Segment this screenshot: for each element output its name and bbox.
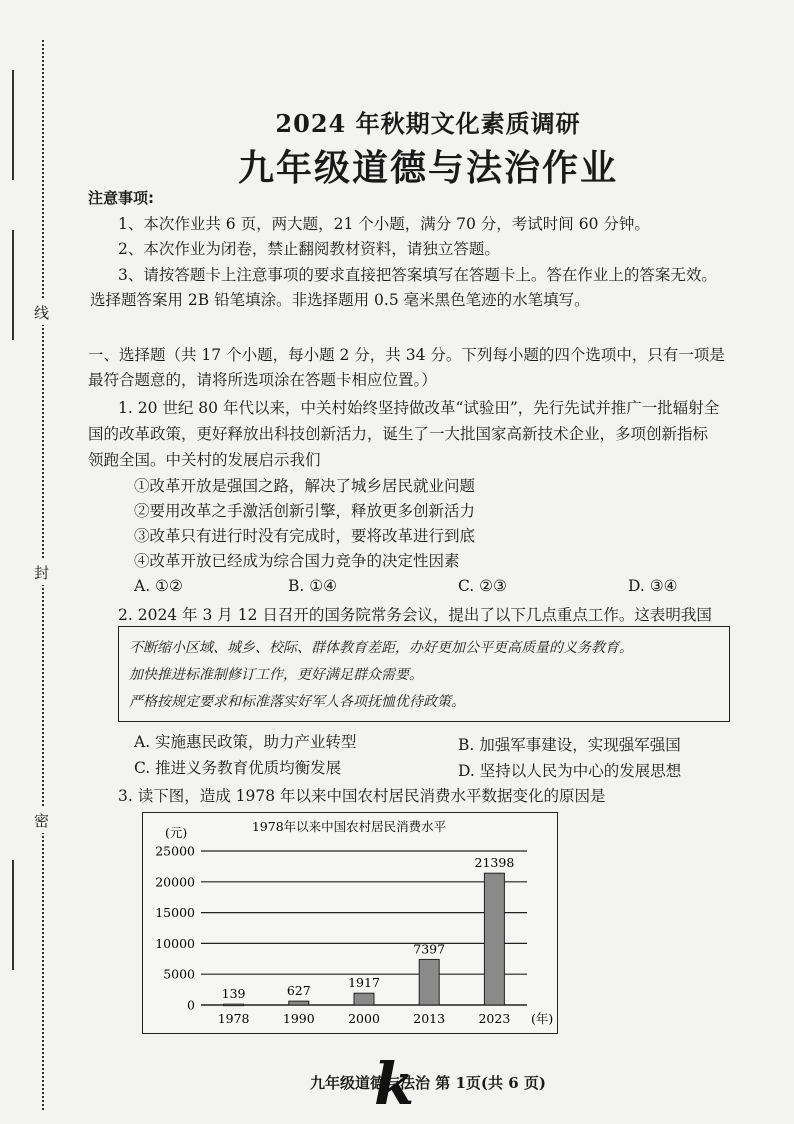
binding-margin [0,0,70,1124]
section-heading-cont: 最符合题意的，请将所选项涂在答题卡相应位置。） [88,371,437,389]
q1-statement: ②要用改革之手激活创新引擎，释放更多创新活力 [134,502,476,520]
note-item: 选择题答案用 2B 铅笔填涂。非选择题用 0.5 毫米黑色笔迹的水笔填写。 [90,291,590,309]
q2-option-b: B. 加强军事建设，实现强军强国 [458,736,681,754]
q1-statement: ①改革开放是强国之路，解决了城乡居民就业问题 [134,477,476,495]
y-tick-label: 10000 [155,935,195,951]
q1-statement: ③改革只有进行时没有完成时，要将改革进行到底 [134,527,476,545]
q1-option-b: B. ①④ [288,577,338,595]
exam-title: 2024 年秋期文化素质调研 [275,109,581,138]
y-tick-label: 20000 [155,874,195,890]
chart-svg [143,813,557,1033]
q2-option-a: A. 实施惠民政策，助力产业转型 [134,733,357,751]
chart-bar [289,1001,309,1005]
x-tick-label: 2013 [413,1011,446,1026]
x-tick-label: 1978 [217,1011,250,1026]
y-tick-label: 25000 [155,843,195,859]
section-heading: 一、选择题（共 17 个小题，每小题 2 分，共 34 分。下列每小题的四个选项中，只有一项是 [88,346,725,364]
school-write-line [12,860,14,970]
bar-value-label: 7397 [413,941,446,957]
chart-bar [419,959,439,1005]
bar-value-label: 1917 [348,975,380,991]
consumption-bar-chart [142,812,558,1034]
y-axis-label: (元) [165,825,188,840]
chart-title: 1978年以来中国农村居民消费水平 [251,819,447,834]
y-tick-label: 0 [187,997,195,1013]
q1-option-c: C. ②③ [458,577,507,595]
binding-char-feng: 封 [34,560,49,585]
chart-bar [484,873,504,1005]
y-tick-label: 15000 [155,905,195,921]
bar-value-label: 627 [286,983,311,999]
bar-value-label: 21398 [474,855,515,871]
y-tick-label: 5000 [163,966,195,982]
bar-value-label: 139 [221,986,246,1002]
note-item: 2、本次作业为闭卷，禁止翻阅教材资料，请独立答题。 [118,240,500,258]
note-item: 3、请按答题卡上注意事项的要求直接把答案填写在答题卡上。答在作业上的答案无效。 [118,266,717,284]
binding-char-xian: 线 [34,300,49,325]
q1-option-d: D. ③④ [628,577,678,595]
q2-stem: 2. 2024 年 3 月 12 日召开的国务院常务会议，提出了以下几点重点工作。这表明我国 [118,606,712,624]
q1-stem: 领跑全国。中关村的发展启示我们 [88,451,321,469]
name-write-line [12,70,14,180]
binding-char-mi: 密 [34,808,49,833]
chart-bar [354,993,374,1005]
class-write-line [12,230,14,340]
x-tick-label: 2023 [478,1011,511,1026]
x-tick-label: 1990 [282,1011,315,1026]
x-axis-unit-label: (年) [531,1011,554,1026]
note-item: 1、本次作业共 6 页，两大题，21 个小题，满分 70 分，考试时间 60 分钟。 [118,215,650,233]
page-footer: 九年级道德与法治 第 1页(共 6 页) [310,1074,546,1092]
q2-info-box [118,626,730,722]
q1-stem: 国的改革政策，更好释放出科技创新活力，诞生了一大批国家高新技术企业，多项创新指标 [88,425,709,443]
q2-option-d: D. 坚持以人民为中心的发展思想 [458,762,682,780]
q1-stem: 1. 20 世纪 80 年代以来，中关村始终坚持做改革“试验田”，先行先试并推广一批辐射全 [118,399,720,417]
subject-title: 九年级道德与法治作业 [237,147,618,189]
q1-statement: ④改革开放已经成为综合国力竞争的决定性因素 [134,552,460,570]
q2-box-line: 加快推进标准制修订工作，更好满足群众需要。 [129,667,423,683]
q2-box-line: 严格按规定要求和标准落实好军人各项抚恤优待政策。 [129,694,465,710]
q3-stem: 3. 读下图，造成 1978 年以来中国农村居民消费水平数据变化的原因是 [118,787,606,805]
k-logo-icon: k [374,1050,415,1118]
notes-heading: 注意事项: [88,189,154,207]
q2-option-c: C. 推进义务教育优质均衡发展 [134,759,342,777]
q1-option-a: A. ①② [134,577,183,595]
x-tick-label: 2000 [348,1011,380,1026]
q2-box-line: 不断缩小区域、城乡、校际、群体教育差距，办好更加公平更高质量的义务教育。 [129,640,633,656]
chart-bar [224,1004,244,1006]
